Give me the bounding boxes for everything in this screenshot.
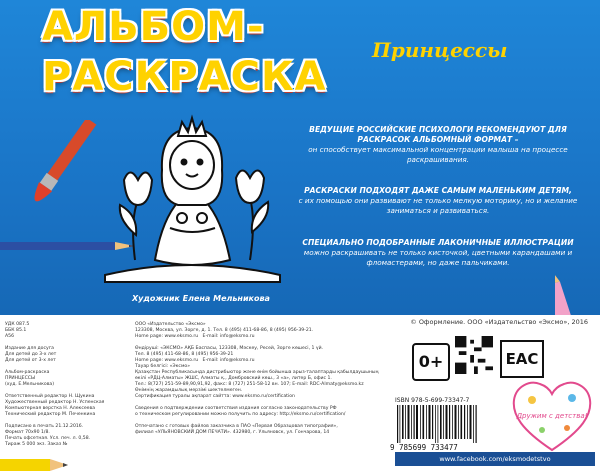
barcode-icon bbox=[395, 405, 483, 443]
cover-title-line2: РАСКРАСКА bbox=[42, 54, 327, 100]
imprint-column-center: ООО «Издательство «Эксмо» 123308, Москва, ул. Зорге, д. 1. Тел. 8 (495) 411-68-86, 8 (495) 956-39-21. Home page: www.eksmo.ru E-mail: info@eksmo.ru Өндіруші: «ЭКСМО» АҚБ Баспасы, 123308, Мәскеу, Ресей, Зорге көшесі, 1 үй. Тел. 8 (495) 411-68-86, 8 (495) 956-39-21 Home page: www.eksmo.ru E-mail: info@eksmo.ru Тауар белгісі: «Эксмо» Қазақстан Республикасында дистрибьютор және өнім бойынша арыз-талаптарды қабылдаушының өкілі «РДЦ-Алматы» ЖШС, Алматы қ., Домбровский көш., 3 «а», литер Б, офис 1. Тел.: 8(727) 251-59-89,90,91,92, факс: 8 (727) 251-58-12 вн. 107; E-mail: RDC-Almaty@eksmo.kz Өнімнің жарамдылық мерзімі шектелмеген. Сертификация туралы ақпарат сайтта: www.eksmo.ru/certification Сведения о подтверждении соответствия издания согласно законодательству РФ о техническом регулировании можно получить по адресу: http://eksmo.ru/certification/ Отпечатано с готовых файлов заказчика в ПАО «Первая Образцовая типография», филиал «УЛЬЯНОВСКИЙ ДОМ ПЕЧАТИ». 432980, г. Ульяновск, ул. Гончарова, 14 bbox=[135, 322, 379, 435]
info-block-format bbox=[288, 125, 588, 165]
eac-certification-mark: EAC bbox=[500, 340, 544, 378]
info-heading: СПЕЦИАЛЬНО ПОДОБРАННЫЕ ЛАКОНИЧНЫЕ ИЛЛЮСТРАЦИИ bbox=[302, 238, 574, 247]
info-text: он способствует максимальной концентрации малыша на процессе раскрашивания. bbox=[308, 145, 568, 164]
qr-code-icon bbox=[455, 336, 493, 374]
info-heading: РАСКРАСКИ ПОДХОДЯТ ДАЖЕ САМЫМ МАЛЕНЬКИМ ДЕТЯМ, bbox=[304, 186, 572, 195]
princess-drawing bbox=[100, 110, 285, 285]
barcode-digits: 9 785699 733477 bbox=[390, 443, 458, 452]
age-rating-badge: 0+ bbox=[412, 343, 450, 381]
paint-brush-icon bbox=[0, 120, 110, 230]
copyright-text: © Оформление. ООО «Издательство «Эксмо», 2016 bbox=[410, 318, 588, 326]
cover-subtitle: Принцессы bbox=[372, 38, 508, 62]
info-block-illustrations bbox=[288, 238, 588, 268]
yellow-pencil-icon bbox=[0, 455, 70, 475]
heart-slogan: Дружим с детства! bbox=[516, 412, 588, 420]
info-text: с их помощью они развивают не только мелкую моторику, но и желание заниматься и развиваться. bbox=[298, 196, 578, 215]
imprint-column-left: УДК 087.5 ББК 85.1 А56 Издание для досуга Для детей до 3-х лет Для детей от 3-х лет Альбом-раскраска ПРИНЦЕССЫ (худ. Е.Мельникова) Ответственный редактор Н. Щукина Художественный редактор Н. Успенская Компьютерная верстка Н. Алексеева Технический редактор М. Печенкина Подписано в печать 21.12.2016. Формат 70x90 1/8. Печать офсетная. Усл. печ. л. 0,58. Тираж 5 000 экз. Заказ № bbox=[5, 322, 105, 447]
artist-credit: Художник Елена Мельникова bbox=[132, 294, 270, 303]
info-text: можно раскрашивать не только кисточкой, цветными карандашами и фломастерами, но даже пальчиками. bbox=[303, 248, 573, 267]
isbn-text: ISBN 978-5-699-73347-7 bbox=[395, 397, 470, 404]
info-block-age bbox=[288, 186, 588, 216]
heart-logo-icon bbox=[512, 380, 592, 452]
cover-title-line1: АЛЬБОМ- bbox=[42, 4, 265, 50]
info-heading: ВЕДУЩИЕ РОССИЙСКИЕ ПСИХОЛОГИ РЕКОМЕНДУЮТ ДЛЯ РАСКРАСОК АЛЬБОМНЫЙ ФОРМАТ – bbox=[309, 125, 567, 144]
facebook-link[interactable]: www.facebook.com/eksmodetstvo bbox=[395, 452, 595, 466]
